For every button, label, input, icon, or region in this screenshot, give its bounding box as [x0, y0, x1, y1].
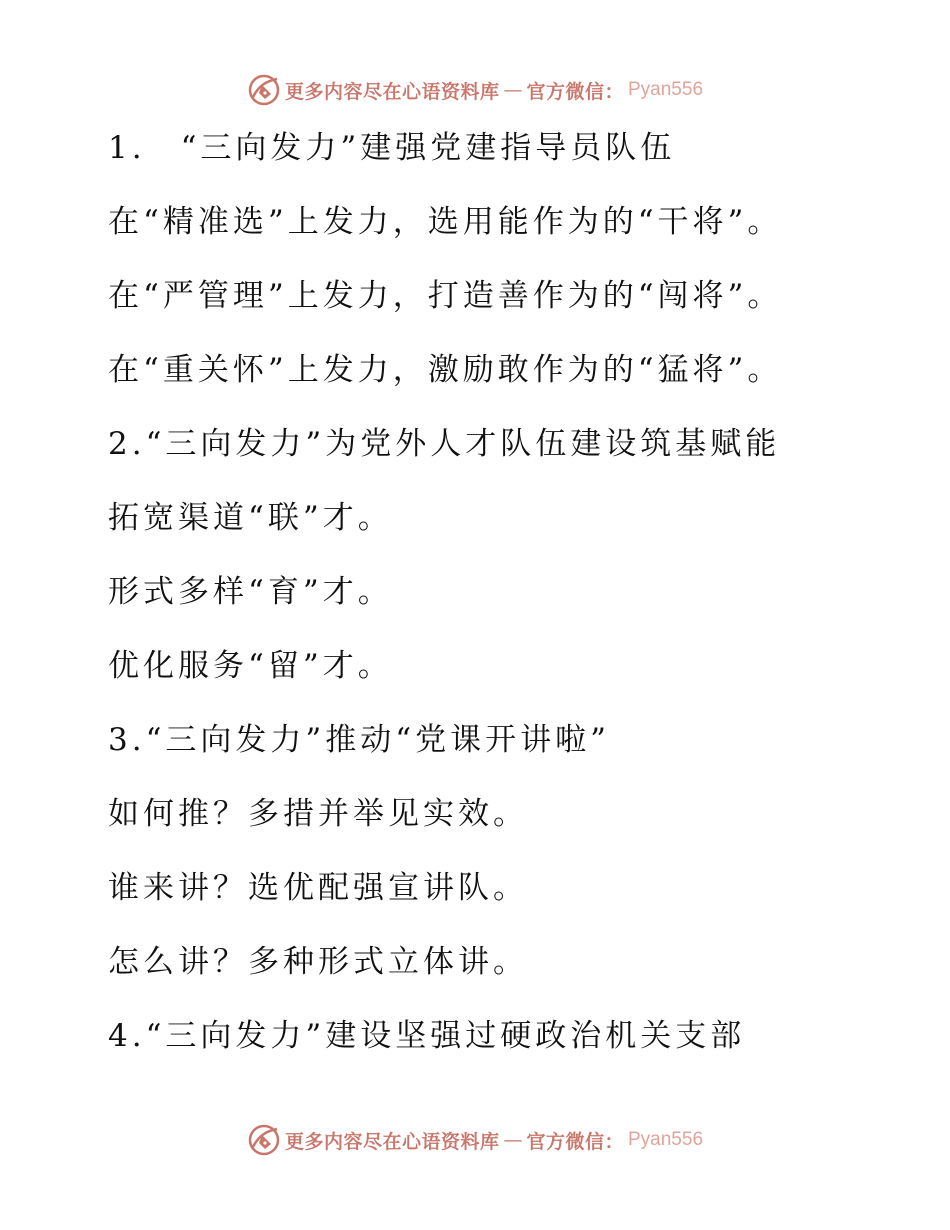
paragraph-line: 谁来讲？选优配强宣讲队。 [108, 870, 528, 906]
banner-main-text: 更多内容尽在心语资料库 [284, 1130, 500, 1153]
heading-1: 1. “三向发力”建强党建指导员队伍 [108, 130, 676, 166]
paragraph-line: 如何推？多措并举见实效。 [108, 796, 528, 832]
pen-nib-logo-icon [247, 73, 281, 107]
paragraph-line: 形式多样“育”才。 [108, 574, 393, 610]
banner-account-handle: Pyan556 [628, 79, 704, 100]
heading-4: 4.“三向发力”建设坚强过硬政治机关支部 [108, 1018, 746, 1054]
paragraph-line: 在“重关怀”上发力，激励敢作为的“猛将”。 [108, 352, 783, 388]
footer-banner [0, 1120, 950, 1160]
banner-account-label: 官方微信： [526, 1130, 624, 1153]
banner-account-handle: Pyan556 [628, 1129, 704, 1150]
banner-separator: — [503, 79, 523, 101]
pen-nib-logo-icon [247, 1123, 281, 1157]
banner-account-label: 官方微信： [526, 80, 624, 103]
heading-3: 3.“三向发力”推动“党课开讲啦” [108, 722, 610, 758]
paragraph-line: 拓宽渠道“联”才。 [108, 500, 393, 536]
header-banner-content [247, 73, 703, 107]
paragraph-line: 优化服务“留”才。 [108, 648, 393, 684]
document-body [108, 118, 928, 1080]
footer-banner-content [247, 1123, 703, 1157]
banner-separator: — [503, 1129, 523, 1151]
heading-2: 2.“三向发力”为党外人才队伍建设筑基赋能 [108, 426, 781, 462]
paragraph-line: 怎么讲？多种形式立体讲。 [108, 944, 528, 980]
paragraph-line: 在“严管理”上发力，打造善作为的“闯将”。 [108, 278, 783, 314]
paragraph-line: 在“精准选”上发力，选用能作为的“干将”。 [108, 204, 783, 240]
header-banner [0, 70, 950, 110]
banner-main-text: 更多内容尽在心语资料库 [284, 80, 500, 103]
